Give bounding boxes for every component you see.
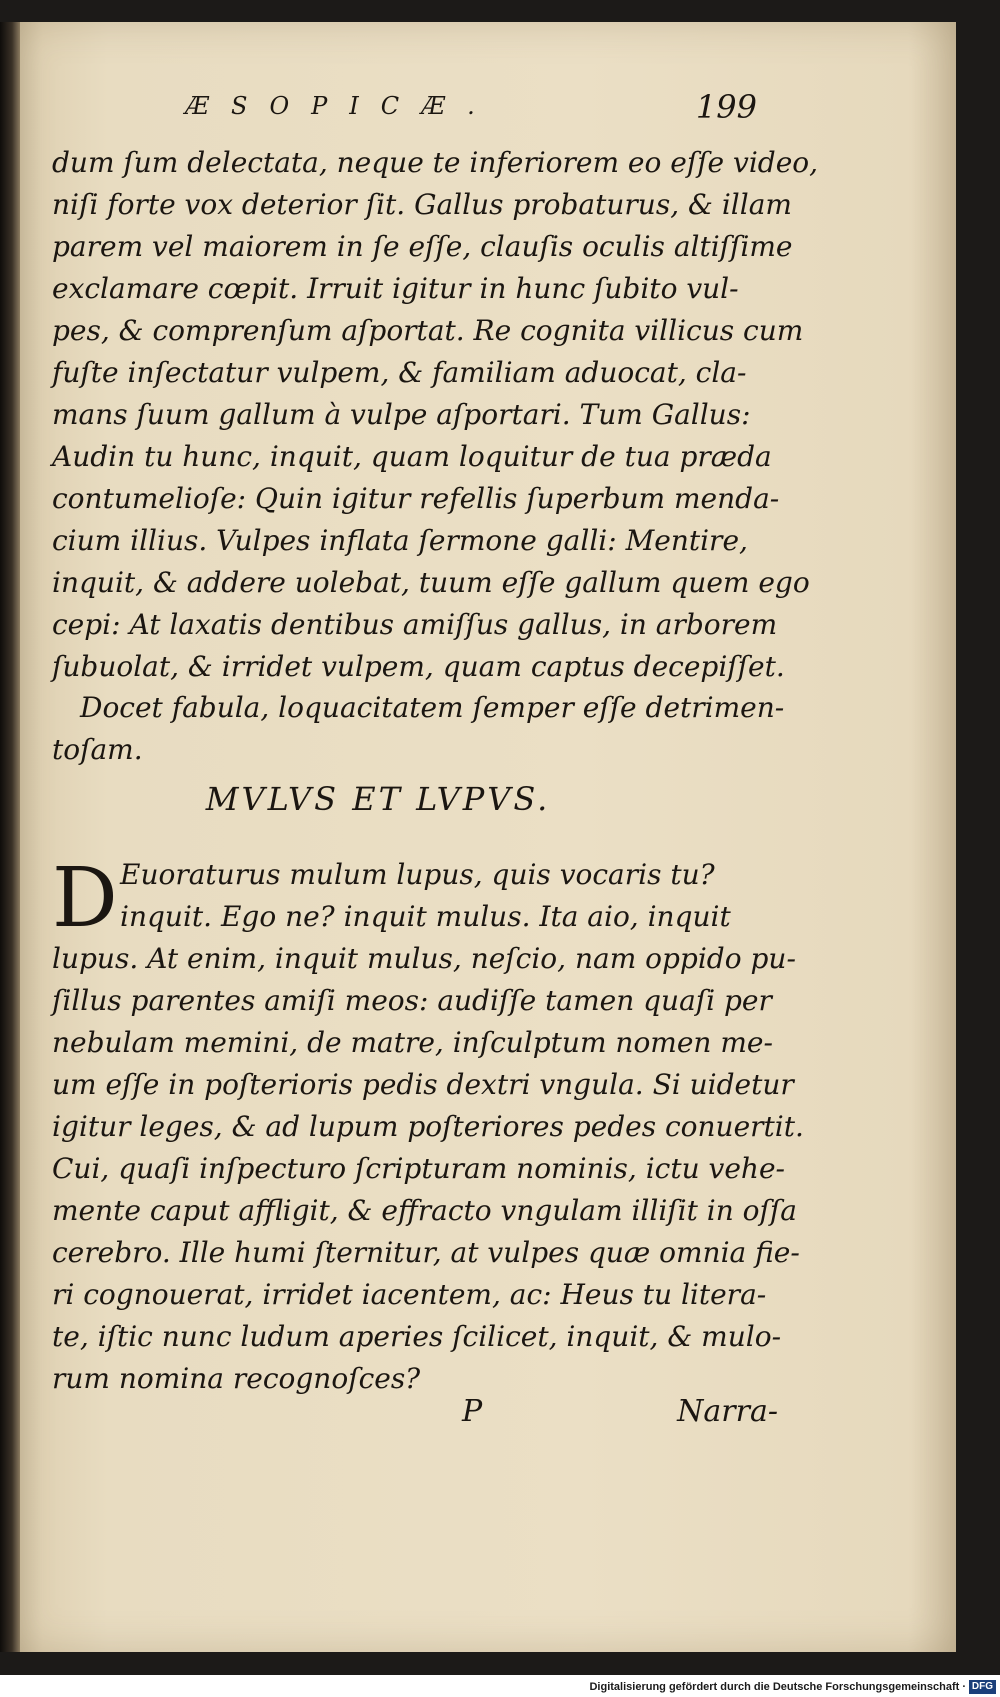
- text-line: inquit, & addere uolebat, tuum eſſe gallum quem ego: [52, 566, 810, 599]
- digitization-footer-bar: [0, 1675, 1000, 1697]
- text-line: nebulam memini, de matre, inſculptum nomen me-: [52, 1026, 773, 1059]
- drop-cap-initial: D: [52, 851, 118, 946]
- text-line: niſi forte vox deterior ſit. Gallus probaturus, & illam: [52, 188, 792, 221]
- text-line: Audin tu hunc, inquit, quam loquitur de tua præda: [52, 440, 772, 473]
- text-line: igitur leges, & ad lupum poſteriores pedes conuertit.: [52, 1110, 804, 1143]
- text-line: pes, & comprenſum aſportat. Re cognita villicus cum: [52, 314, 804, 347]
- text-line: Cui, quaſi inſpecturo ſcripturam nominis, ictu vehe-: [52, 1152, 785, 1185]
- text-line: inquit. Ego ne? inquit mulus. Ita aio, inquit: [120, 900, 731, 933]
- text-line: cium illius. Vulpes inflata ſermone galli: Mentire,: [52, 524, 748, 557]
- text-line: cerebro. Ille humi ſternitur, at vulpes quæ omnia fie-: [52, 1236, 800, 1269]
- digitization-note: Digitalisierung gefördert durch die Deutsche Forschungsgemeinschaft ·: [589, 1681, 966, 1693]
- text-line: Docet fabula, loquacitatem ſemper eſſe detrimen-: [80, 691, 785, 724]
- text-line: ſubuolat, & irridet vulpem, quam captus decepiſſet.: [52, 650, 785, 683]
- running-title: ÆSOPICÆ.: [185, 92, 497, 120]
- fable-mule-and-wolf-text: [52, 851, 804, 1400]
- text-line: Euoraturus mulum lupus, quis vocaris tu?: [120, 858, 715, 891]
- text-line: fuſte inſectatur vulpem, & familiam aduocat, cla-: [52, 356, 747, 389]
- text-line: te, iſtic nunc ludum aperies ſcilicet, inquit, & mulo-: [52, 1320, 782, 1353]
- text-line: ſillus parentes amiſi meos: audiſſe tamen quaſi per: [52, 984, 772, 1017]
- text-line: ri cognouerat, irridet iacentem, ac: Heus tu litera-: [52, 1278, 767, 1311]
- dfg-logo: DFG: [969, 1680, 996, 1694]
- text-line: um eſſe in poſterioris pedis dextri vngula. Si uidetur: [52, 1068, 794, 1101]
- text-line: toſam.: [52, 733, 143, 766]
- book-spine-shadow: [0, 22, 20, 1652]
- catchword: Narra-: [677, 1394, 778, 1429]
- text-line: rum nomina recognoſces?: [52, 1362, 421, 1395]
- running-head: [169, 88, 759, 132]
- book-page: [14, 22, 956, 1652]
- text-line: dum ſum delectata, neque te inferiorem eo eſſe video,: [52, 146, 819, 179]
- text-line: parem vel maiorem in ſe eſſe, clauſis oculis altiſſime: [52, 230, 793, 263]
- text-line: lupus. At enim, inquit mulus, neſcio, nam oppido pu-: [52, 942, 796, 975]
- fable-cock-and-fox-text: [52, 142, 819, 688]
- page-footer: [52, 1394, 778, 1434]
- text-line: cepi: At laxatis dentibus amiſſus gallus, in arborem: [52, 608, 778, 641]
- text-line: mente caput affligit, & effracto vngulam illiſit in oſſa: [52, 1194, 797, 1227]
- text-line: mans ſuum gallum à vulpe aſportari. Tum Gallus:: [52, 398, 751, 431]
- signature-mark: P: [462, 1394, 483, 1429]
- fable-title-text: MVLVS ET LVPVS.: [205, 780, 551, 818]
- fable-title: [14, 780, 1000, 818]
- page-number: 199: [695, 88, 757, 126]
- text-line: contumelioſe: Quin igitur refellis ſuperbum menda-: [52, 482, 780, 515]
- text-line: exclamare cœpit. Irruit igitur in hunc ſubito vul-: [52, 272, 739, 305]
- fable-moral: [52, 687, 785, 771]
